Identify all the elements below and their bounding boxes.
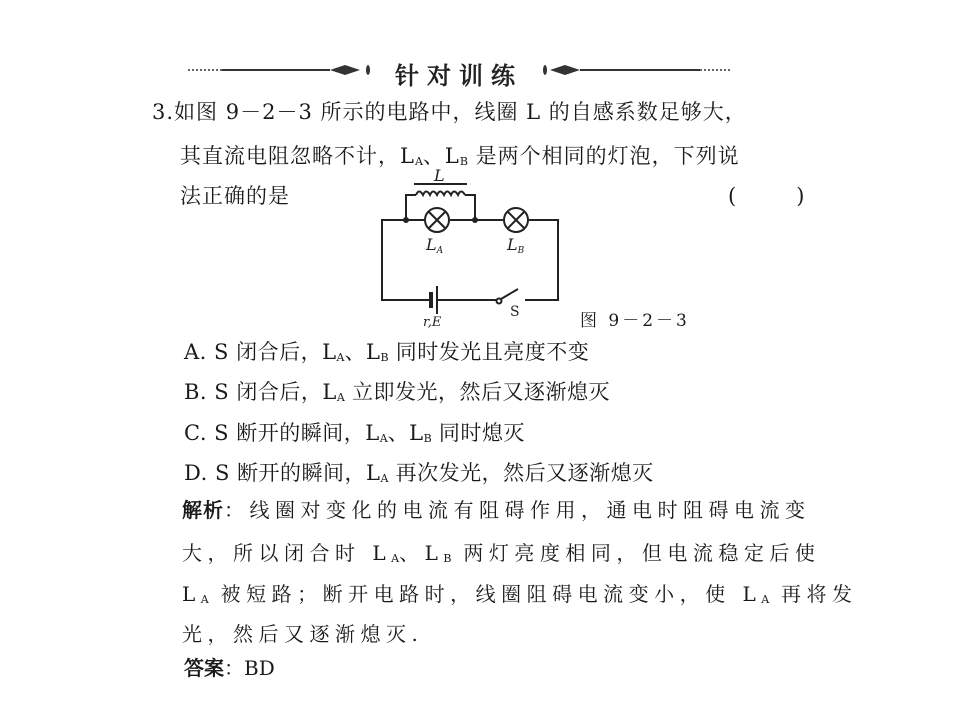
junction-dot bbox=[472, 217, 478, 223]
option-b: B. S 闭合后，$L_A$ 立即发光，然后又逐渐熄灭 bbox=[184, 380, 610, 404]
svg-text:LB: LB bbox=[507, 235, 525, 256]
circuit-diagram bbox=[360, 160, 580, 330]
option-a: A. S 闭合后，$L_A$、$L_B$ 同时发光且亮度不变 bbox=[184, 340, 590, 364]
svg-text:S: S bbox=[510, 304, 520, 320]
figure-caption: 图 9－2－3 bbox=[580, 311, 690, 331]
question-line-1: 3.如图 9－2－3 所示的电路中，线圈 L 的自感系数足够大， bbox=[152, 100, 747, 124]
answer-label: 答案 bbox=[184, 656, 224, 680]
answer-blank: ( ) bbox=[728, 184, 811, 208]
answer-value: BD bbox=[244, 656, 275, 680]
question-line-2: 其直流电阻忽略不计，$L_A$、$L_B$ 是两个相同的灯泡，下列说 bbox=[180, 144, 740, 168]
option-c: C. S 断开的瞬间，$L_A$、$L_B$ 同时熄灭 bbox=[184, 421, 525, 445]
answer-line: 答案：BD bbox=[184, 656, 275, 680]
analysis-line-3: $L_A$ 被短路；断开电路时，线圈阻碍电流变小，使 $L_A$ 再将发 bbox=[182, 582, 858, 606]
svg-text:r,E: r,E bbox=[423, 315, 442, 330]
question-line-3: 法正确的是 bbox=[180, 184, 290, 208]
inductor-label: L bbox=[434, 166, 445, 185]
analysis-line-1: 解析：线圈对变化的电流有阻碍作用，通电时阻碍电流变 bbox=[182, 498, 811, 522]
analysis-label: 解析 bbox=[182, 498, 224, 522]
svg-text:LA: LA bbox=[426, 235, 444, 256]
junction-dot bbox=[403, 217, 409, 223]
analysis-line-2: 大，所以闭合时 $L_A$、$L_B$ 两灯亮度相同，但电流稳定后使 bbox=[182, 541, 821, 565]
analysis-line-4: 光，然后又逐渐熄灭. bbox=[182, 622, 424, 646]
question-number: 3. bbox=[152, 100, 175, 124]
option-d: D. S 断开的瞬间，$L_A$ 再次发光，然后又逐渐熄灭 bbox=[184, 461, 654, 485]
section-title: 针对训练 bbox=[395, 62, 523, 90]
